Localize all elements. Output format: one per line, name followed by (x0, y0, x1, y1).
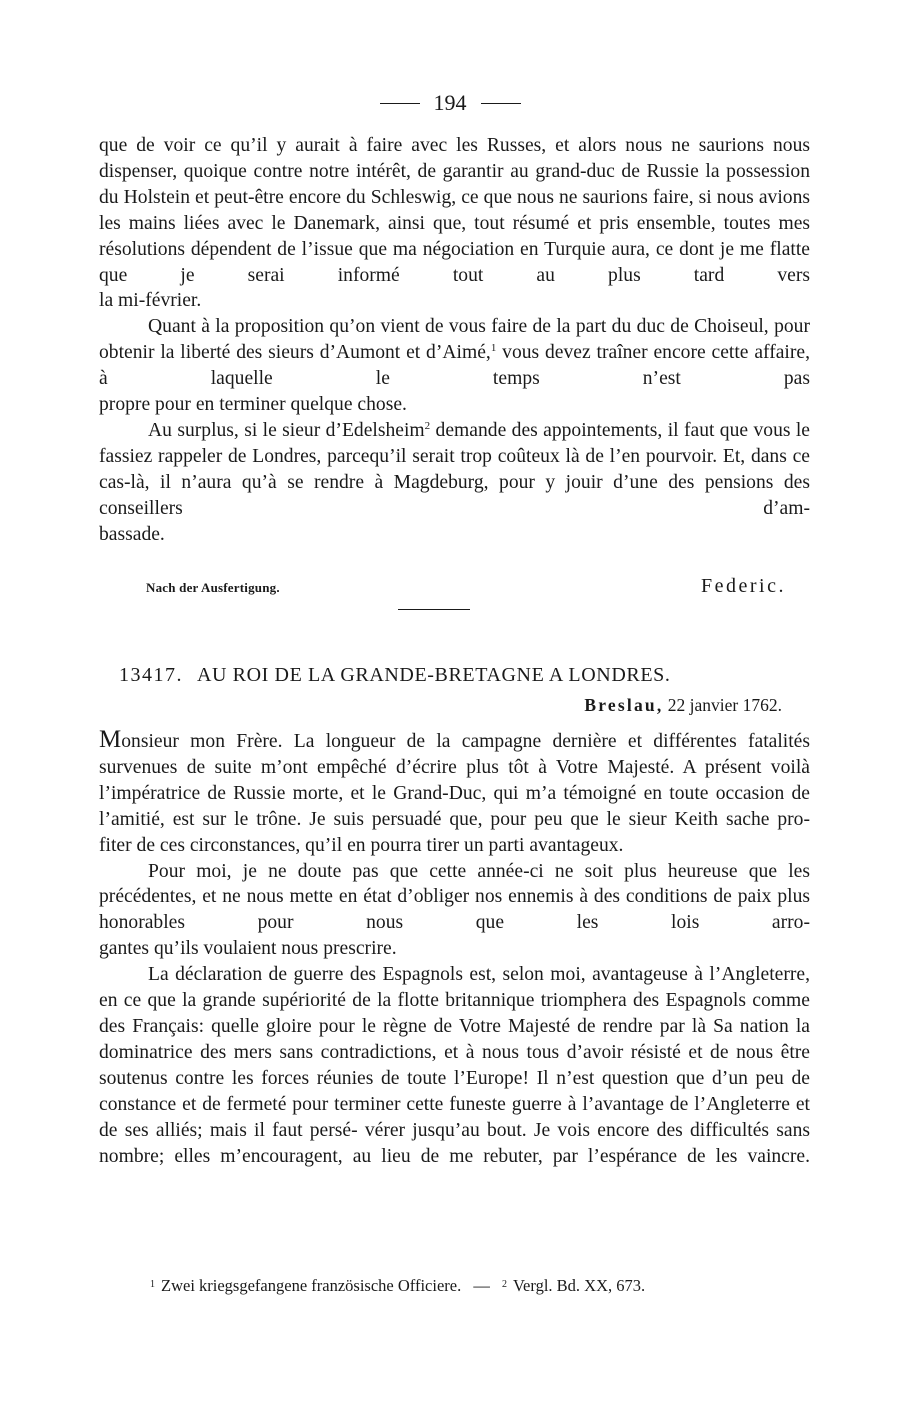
footnotes (150, 1276, 770, 1296)
source-signature-row (146, 568, 786, 598)
text-line: il faut que vous le fassiez rappeler de Londres, parcequ’il serait trop (99, 419, 811, 467)
dateline-date: 22 janvier 1762. (667, 695, 782, 715)
paragraph (99, 418, 810, 522)
text-line: à Votre Majesté. A présent voilà l’impératrice de Russie morte, et le (99, 756, 810, 804)
text-line: soutenus contre les forces réunies de toute l’Europe! Il n’est question (99, 1067, 669, 1089)
text-line: à Magdeburg, pour y jouir d’une des pensions des conseillers d’am- (99, 471, 810, 519)
text-line: coûteux là de l’en pourvoir. Et, dans ce cas-là, il n’aura qu’à se rendre (99, 445, 810, 493)
text-line: que de voir ce qu’il y aurait à faire avec les Russes, et alors nous (99, 135, 663, 156)
header-rule-left (380, 103, 420, 104)
salutation-initial: M (99, 726, 122, 753)
letter-1-body (99, 133, 810, 548)
section-divider (398, 609, 470, 610)
text-line: Quant à la proposition qu’on vient de vous faire de la part du (148, 316, 632, 338)
paragraph (99, 962, 810, 1169)
text-line: propre pour en terminer quelque chose. (99, 394, 407, 416)
dateline-place: Breslau, (584, 695, 664, 715)
paragraph (99, 314, 810, 392)
text-line: triomphera des Espagnols comme des Français: quelle gloire pour le (99, 990, 810, 1037)
text-line: vérer jusqu’au bout. Je vois encore des difficultés sans nombre; elles (99, 1119, 810, 1167)
text-line: La déclaration de guerre des Espagnols est, selon moi, avantageuse (148, 964, 688, 986)
footnote-1-mark: 1 (150, 1279, 155, 1290)
text-line: vous devez traîner encore cette affaire, à laquelle le temps n’est pas (99, 342, 810, 390)
text-line: onsieur mon Frère. La longueur de la campagne dernière et (121, 731, 643, 752)
paragraph-end (99, 833, 810, 859)
text-line: mes résolutions dépendent de l’issue que ma négociation en Turquie (99, 212, 811, 260)
header-rule-right (481, 103, 521, 104)
text-line: Pour moi, je ne doute pas que cette année-ci ne soit plus heureuse (148, 860, 738, 882)
letter-2-body (99, 727, 810, 1169)
text-line: que d’un peu de constance et de fermeté pour terminer cette funeste (99, 1067, 810, 1115)
source-note: Nach der Ausfertigung. (146, 580, 280, 595)
paragraph-end (99, 288, 810, 314)
signature: Federic. (701, 575, 786, 597)
paragraph-end (99, 392, 810, 418)
text-line: à l’Angleterre, en ce que la grande supériorité de la flotte britannique (99, 964, 811, 1012)
footnote-ref[interactable]: 1 (490, 342, 497, 355)
footnote-2-text: Vergl. Bd. XX, 673. (512, 1276, 646, 1295)
text-line: duc de Choiseul, pour obtenir la liberté des sieurs d’Aumont et d’Aimé, (99, 316, 810, 364)
paragraph-end (99, 522, 810, 548)
text-line: ne saurions nous dispenser, quoique contre notre intérêt, de garantir (99, 135, 810, 182)
paragraph (99, 133, 810, 288)
text-line: gantes qu’ils voulaient nous prescrire. (99, 938, 397, 960)
text-line: au grand-duc de Russie la possession du Holstein et peut-être encore (99, 160, 810, 208)
text-line: Au surplus, si le sieur d’Edelsheim (148, 419, 425, 441)
text-line: règne de Votre Majesté de rendre par là Sa nation la dominatrice des (99, 1015, 810, 1063)
letter-2-heading (119, 664, 789, 687)
text-line: à des conditions de paix plus honorables pour nous que les lois arro- (99, 886, 811, 934)
footnote-separator: — (473, 1276, 490, 1295)
paragraph (99, 859, 810, 937)
text-line: mers sans contradictions, et à nous tous d’avoir résisté et de nous être (233, 1041, 810, 1063)
text-line: différentes fatalités survenues de suite m’ont empêché d’écrire plus tôt (99, 731, 810, 778)
letter-title: AU ROI DE LA GRANDE-BRETAGNE A LONDRES. (197, 664, 671, 686)
text-line: demande des appointements, (430, 419, 663, 441)
text-line: m’encouragent, au lieu de me rebuter, par l’espérance de les vaincre. (220, 1145, 811, 1167)
text-line: bassade. (99, 523, 165, 545)
text-line: la mi-février. (99, 290, 202, 312)
paragraph-end (99, 936, 810, 962)
text-line: aura, ce dont je me flatte que je serai informé tout au plus tard vers (99, 238, 810, 286)
paragraph (99, 727, 810, 833)
text-line: Grand-Duc, qui m’a témoigné en toute occasion de l’amitié, est sur le (99, 782, 810, 830)
text-line: trône. Je suis persuadé que, pour peu que le sieur Keith sache pro- (256, 808, 810, 830)
text-line: guerre à l’avantage de l’Angleterre et de ses alliés; mais il faut persé- (99, 1093, 810, 1141)
text-line: que les précédentes, et ne nous mette en état d’obliger nos ennemis (99, 860, 810, 908)
text-line: liées avec le Danemark, ainsi que, tout résumé et pris ensemble, toutes (183, 212, 771, 234)
text-line: du Schleswig, ce que nous ne saurions faire, si nous avions les mains (99, 186, 810, 234)
dateline (584, 695, 782, 716)
footnote-ref[interactable]: 2 (424, 419, 431, 432)
footnote-1-text: Zwei kriegsgefangene französische Officiere. (161, 1276, 462, 1295)
text-line: fiter de ces circonstances, qu’il en pourra tirer un parti avantageux. (99, 834, 624, 856)
page-header (0, 88, 900, 118)
page-number: 194 (433, 90, 467, 115)
letter-number: 13417. (119, 664, 183, 686)
footnote-2-mark: 2 (501, 1279, 507, 1290)
